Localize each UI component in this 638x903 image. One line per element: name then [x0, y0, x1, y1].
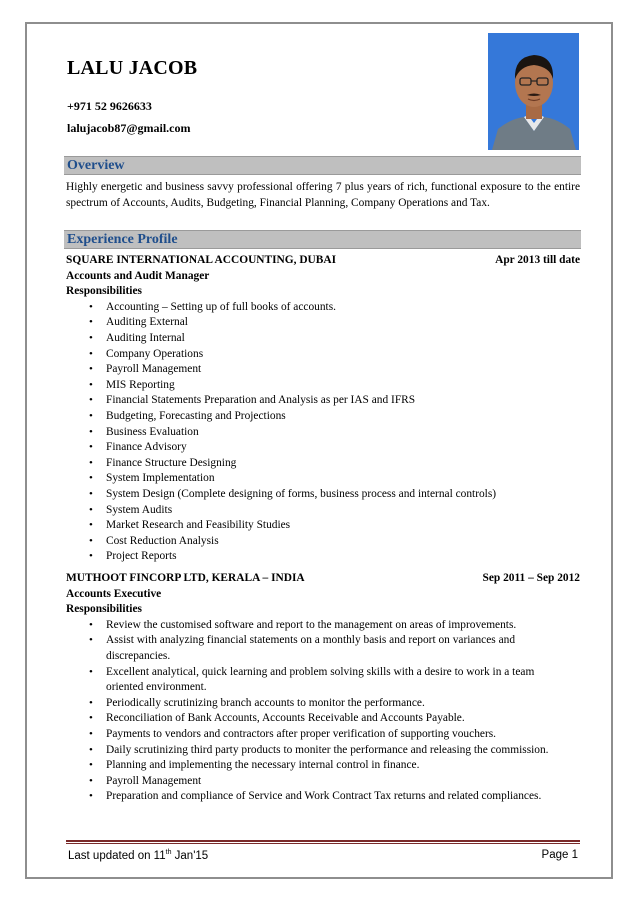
job-role: Accounts Executive — [66, 587, 162, 600]
responsibilities-list — [66, 300, 580, 565]
list-item: • Company Operations — [106, 347, 580, 363]
company-name: MUTHOOT FINCORP LTD, KERALA – INDIA — [66, 572, 305, 584]
list-item: • Payroll Management — [106, 362, 580, 378]
email-address: lalujacob87@gmail.com — [67, 121, 191, 135]
list-item: • Assist with analyzing financial statements on a monthly basis and report on variances and discrepancies. — [106, 633, 568, 664]
list-item: • Business Evaluation — [106, 425, 580, 441]
list-item: • Periodically scrutinizing branch accounts to monitor the performance. — [106, 696, 568, 712]
profile-photo — [488, 33, 579, 150]
list-item: • System Implementation — [106, 471, 580, 487]
candidate-name: LALU JACOB — [67, 57, 198, 79]
responsibilities-label: Responsibilities — [66, 603, 142, 616]
list-item: • Reconciliation of Bank Accounts, Accounts Receivable and Accounts Payable. — [106, 711, 568, 727]
list-item: • Daily scrutinizing third party products to moniter the performance and releasing the commission. — [106, 743, 568, 759]
list-item: • Auditing External — [106, 315, 580, 331]
phone-number: +971 52 9626633 — [67, 99, 152, 113]
last-updated — [68, 849, 208, 862]
responsibilities-label: Responsibilities — [66, 285, 142, 298]
job-dates: Apr 2013 till date — [495, 254, 580, 266]
list-item: • Financial Statements Preparation and Analysis as per IAS and IFRS — [106, 393, 580, 409]
list-item: • Excellent analytical, quick learning and problem solving skills with a desire to work in a team oriented environment. — [106, 665, 568, 696]
list-item: • Planning and implementing the necessary internal control in finance. — [106, 758, 568, 774]
overview-text: Highly energetic and business savvy professional offering 7 plus years of rich, functional exposure to the entire spectrum of Accounts, Audits, Budgeting, Financial Planning, Company Operations and Tax. — [66, 181, 580, 209]
list-item: • Budgeting, Forecasting and Projections — [106, 409, 580, 425]
last-updated-suffix: Jan'15 — [171, 849, 209, 862]
last-updated-sup: th — [165, 849, 172, 856]
footer-divider-thin — [66, 843, 580, 844]
list-item: • Accounting – Setting up of full books of accounts. — [106, 300, 580, 316]
experience-section-header — [64, 230, 581, 249]
list-item: • Payroll Management — [106, 774, 568, 790]
list-item: • System Design (Complete designing of forms, business process and internal controls) — [106, 487, 580, 503]
list-item: • Finance Structure Designing — [106, 456, 580, 472]
list-item: • Market Research and Feasibility Studies — [106, 518, 580, 534]
overview-title: Overview — [67, 158, 125, 173]
company-name: SQUARE INTERNATIONAL ACCOUNTING, DUBAI — [66, 254, 337, 266]
list-item: • Review the customised software and report to the management on areas of improvements. — [106, 618, 568, 634]
list-item: • Project Reports — [106, 549, 580, 565]
list-item: • Auditing Internal — [106, 331, 580, 347]
list-item: • MIS Reporting — [106, 378, 580, 394]
list-item: • System Audits — [106, 503, 580, 519]
page-footer — [68, 849, 578, 862]
page-number: Page 1 — [541, 849, 578, 861]
job-entry-muthoot-fincorp — [66, 571, 580, 805]
list-item: • Cost Reduction Analysis — [106, 534, 580, 550]
list-item: • Preparation and compliance of Service and Work Contract Tax returns and related compliances. — [106, 789, 568, 805]
list-item: • Finance Advisory — [106, 440, 580, 456]
job-role: Accounts and Audit Manager — [66, 269, 210, 282]
job-entry-square-international — [66, 253, 580, 565]
experience-title: Experience Profile — [67, 232, 178, 247]
last-updated-prefix: Last updated on 11 — [68, 849, 166, 862]
footer-divider — [66, 840, 580, 842]
overview-section-header — [64, 156, 581, 175]
responsibilities-list — [66, 618, 580, 805]
list-item: • Payments to vendors and contractors after proper verification of supporting vouchers. — [106, 727, 568, 743]
job-dates: Sep 2011 – Sep 2012 — [482, 572, 580, 584]
